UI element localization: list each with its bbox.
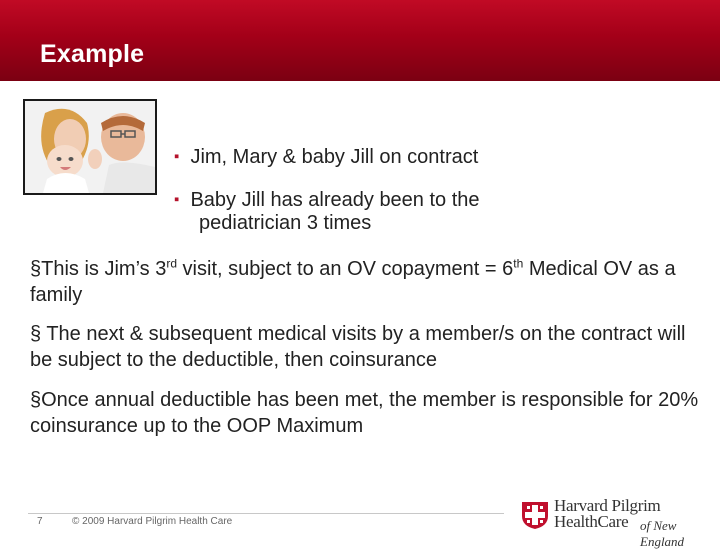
bullet-item-2 — [174, 188, 594, 235]
title-bar — [0, 0, 720, 81]
logo-line-2: HealthCare — [554, 512, 629, 531]
logo-line-1: Harvard Pilgrim — [554, 496, 661, 515]
slide-title: Example — [40, 40, 145, 68]
shield-cross-icon — [520, 500, 550, 530]
copyright-text: © 2009 Harvard Pilgrim Health Care — [72, 516, 233, 527]
bullet-text: Jim, Mary & baby Jill on contract — [190, 146, 479, 168]
bullet-text-line1: Baby Jill has already been to the — [190, 189, 480, 211]
paragraph-deductible-met: §Once annual deductible has been met, the member is responsible for 20% coinsurance up to the OOP Maximum — [30, 389, 699, 437]
harvard-pilgrim-logo — [518, 496, 714, 549]
paragraph-text: Medical OV as a family — [30, 258, 676, 306]
bullet-text-line2: pediatrician 3 times — [199, 212, 372, 234]
paragraph-text: visit, subject to an OV copayment = 6 — [177, 258, 514, 280]
family-photo — [23, 99, 157, 195]
family-photo-image — [25, 101, 155, 193]
page-number: 7 — [37, 516, 43, 527]
logo-line-3: of New England — [640, 518, 685, 549]
paragraph-text: §This is Jim’s 3 — [30, 258, 167, 280]
bullet-marker: ▪ — [174, 191, 180, 208]
footer-divider — [28, 513, 504, 514]
paragraph-jim-visit — [30, 256, 700, 308]
bullet-item-1 — [174, 145, 478, 169]
paragraph-subsequent-visits: § The next & subsequent medical visits by a member/s on the contract will be subject to the deductible, then coinsurance — [30, 323, 686, 371]
superscript: th — [513, 256, 524, 271]
superscript: rd — [166, 256, 177, 271]
bullet-marker: ▪ — [174, 148, 180, 165]
